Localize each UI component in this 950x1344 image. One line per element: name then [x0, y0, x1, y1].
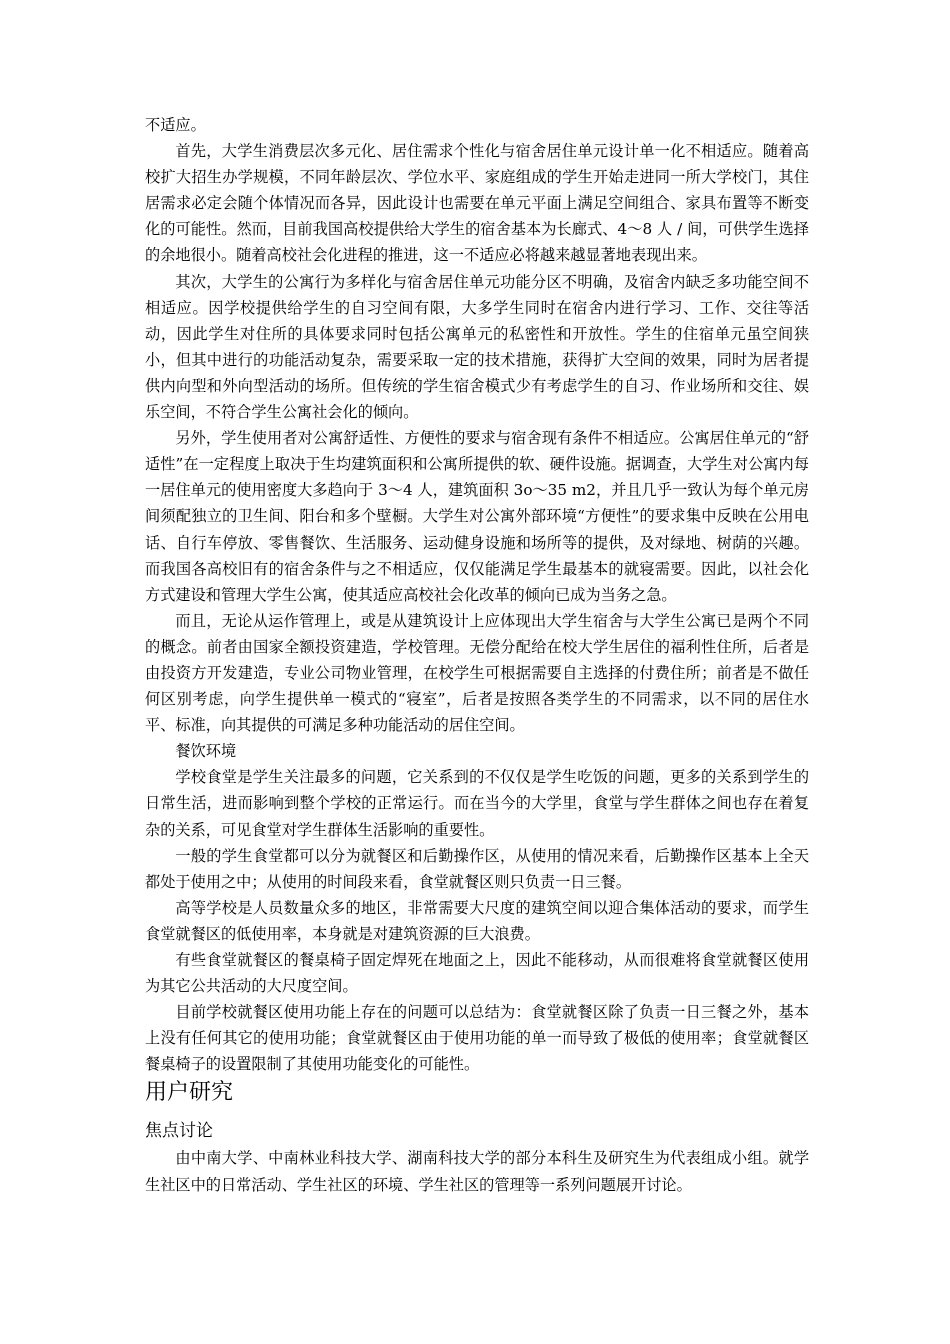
paragraph-continuation: 不适应。: [145, 116, 206, 134]
paragraph-canteen-zones: 一般的学生食堂都可以分为就餐区和后勤操作区，从使用的情况来看，后勤操作区基本上全天都处于使用之中；从使用的时间段来看，食堂就餐区则只负责一日三餐。: [145, 846, 809, 891]
document-page: [145, 112, 809, 1198]
paragraph-canteen-usage: 高等学校是人员数量众多的地区，非常需要大尺度的建筑空间以迎合集体活动的要求，而学生食堂就餐区的低使用率，本身就是对建筑资源的巨大浪费。: [145, 898, 809, 943]
paragraph-canteen-summary: 目前学校就餐区使用功能上存在的问题可以总结为：食堂就餐区除了负责一日三餐之外，基本上没有任何其它的使用功能；食堂就餐区由于使用功能的单一而导致了极低的使用率；食堂就餐区餐桌椅子的设置限制了其使用功能变化的可能性。: [145, 1003, 809, 1074]
paragraph-fourth-point: 而且，无论从运作管理上，或是从建筑设计上应体现出大学生宿舍与大学生公寓已是两个不同的概念。前者由国家全额投资建造，学校管理。无偿分配给在校大学生居住的福利性住所，后者是由投资方开发建造，专业公司物业管理，在校学生可根据需要自主选择的付费住所；前者是不做任何区别考虑，向学生提供单一模式的“寝室”，后者是按照各类学生的不同需求，以不同的居住水平、标准，向其提供的可满足多种功能活动的居住空间。: [145, 611, 809, 735]
paragraph-second-point: 其次，大学生的公寓行为多样化与宿舍居住单元功能分区不明确，及宿舍内缺乏多功能空间不相适应。因学校提供给学生的自习空间有限，大多学生同时在宿舍内进行学习、工作、交往等活动，因此学生对住所的具体要求同时包括公寓单元的私密性和开放性。学生的住宿单元虽空间狭小，但其中进行的功能活动复杂，需要采取一定的技术措施，获得扩大空间的效果，同时为居者提供内向型和外向型活动的场所。但传统的学生宿舍模式少有考虑学生的自习、作业场所和交往、娱乐空间，不符合学生公寓社会化的倾向。: [145, 272, 809, 422]
paragraph-first-point: 首先，大学生消费层次多元化、居住需求个性化与宿舍居住单元设计单一化不相适应。随着高校扩大招生办学规模，不同年龄层次、学位水平、家庭组成的学生开始走进同一所大学校门，其住居需求必定会随个体情况而各异，因此设计也需要在单元平面上满足空间组合、家具布置等不断变化的可能性。然而，目前我国高校提供给大学生的宿舍基本为长廊式、4～8 人 / 间，可供学生选择的余地很小。随着高校社会化进程的推进，这一不适应必将越来越显著地表现出来。: [145, 142, 809, 265]
paragraph-canteen-fixed-seats: 有些食堂就餐区的餐桌椅子固定焊死在地面之上，因此不能移动，从而很难将食堂就餐区使用为其它公共活动的大尺度空间。: [145, 951, 809, 996]
paragraph-dining-label: 餐饮环境: [175, 742, 237, 761]
paragraph-focus-group: 由中南大学、中南林业科技大学、湖南科技大学的部分本科生及研究生为代表组成小组。就学生社区中的日常活动、学生社区的环境、学生社区的管理等一系列问题展开讨论。: [145, 1149, 809, 1194]
section-title: 用户研究: [145, 1080, 234, 1106]
subsection-title: 焦点讨论: [145, 1121, 213, 1142]
paragraph-third-point: 另外，学生使用者对公寓舒适性、方便性的要求与宿舍现有条件不相适应。公寓居住单元的“舒适性”在一定程度上取决于生均建筑面积和公寓所提供的软、硬件设施。据调查，大学生对公寓内每一居住单元的使用密度大多趋向于 3～4 人，建筑面积 3o～35 m2，并且几乎一致认为每个单元房间须配独立的卫生间、阳台和多个壁橱。大学生对公寓外部环境“方便性”的要求集中反映在公用电话、自行车停放、零售餐饮、生活服务、运动健身设施和场所等的提供，及对绿地、树荫的兴趣。而我国各高校旧有的宿舍条件与之不相适应，仅仅能满足学生最基本的就寝需要。因此，以社会化方式建设和管理大学生公寓，使其适应高校社会化改革的倾向已成为当务之急。: [145, 429, 809, 604]
paragraph-canteen-intro: 学校食堂是学生关注最多的问题，它关系到的不仅仅是学生吃饭的问题，更多的关系到学生的日常生活，进而影响到整个学校的正常运行。而在当今的大学里，食堂与学生群体之间也存在着复杂的关系，可见食堂对学生群体生活影响的重要性。: [145, 768, 809, 839]
